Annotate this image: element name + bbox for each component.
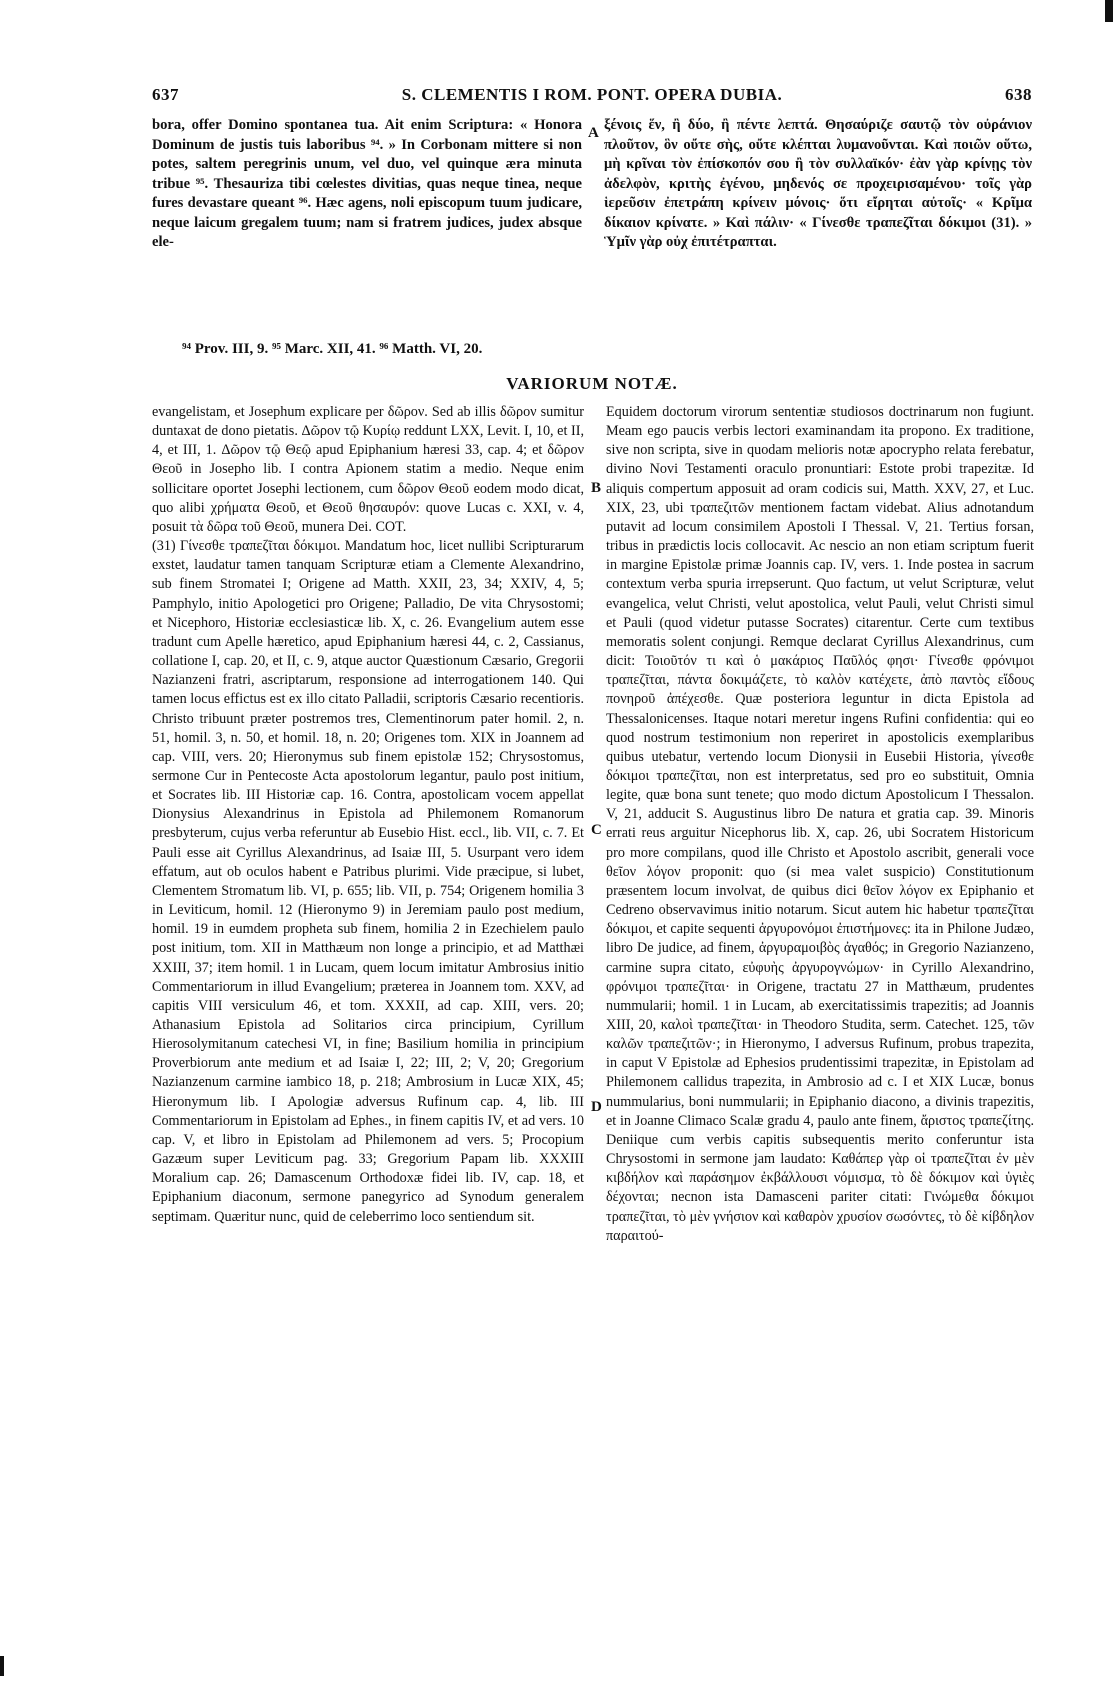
page-number-right: 638	[1005, 85, 1032, 104]
running-title: S. CLEMENTIS I ROM. PONT. OPERA DUBIA.	[401, 85, 783, 104]
scan-edge-mark	[1105, 0, 1113, 22]
scan-edge-mark	[0, 1656, 4, 1676]
notes-column-left	[152, 403, 584, 1605]
scripture-footnotes: ⁹⁴ Prov. III, 9. ⁹⁵ Marc. XII, 41. ⁹⁶ Matth. VI, 20.	[182, 341, 483, 357]
page-header	[152, 85, 1032, 111]
section-title: VARIORUM NOTÆ.	[506, 374, 678, 393]
margin-marker-a: A	[588, 125, 599, 141]
greek-text: ξένοις ἕν, ἢ δύο, ἢ πέντε λεπτά. Θησαύριζε σαυτῷ τὸν οὐράνιον πλοῦτον, ὃν οὔτε σὴς, οὔτε κλέπται λυμανοῦνται. Καὶ ποιῶν οὕτω, μὴ κρῖναι τὸν ἐπίσκοπόν σου ἢ τὸν συλλαϊκόν· ἐὰν γὰρ κρίνῃς τὸν ἀδελφὸν, κριτὴς ἐγένου, μηδενός σε προχειρισαμένου· τοῖς γὰρ ἱερεῦσιν ἐπετράπη κρίνειν μόνοις· ὅτι εἴρηται αὐτοῖς· « Κρῖμα δίκαιον κρίνατε. » Καὶ πάλιν· « Γίνεσθε τραπεζῖται δόκιμοι (31). » Ὑμῖν γὰρ οὐχ ἐπιτέτραπται.	[604, 117, 1032, 250]
margin-marker-d: D	[591, 1099, 602, 1115]
page-number-left: 637	[152, 85, 179, 104]
margin-marker-b: B	[591, 480, 602, 496]
greek-text-column	[604, 116, 1032, 316]
note-paragraph: Equidem doctorum virorum sententiæ studiosos doctrinarum non fugiunt. Meam ego paucis verbis lectori examinandam ita propono. Ex traditione, sive non scripta, sive in quodam melioris notæ apocrypho relata ferebatur, divino Novi Testamenti oraculo pronuntiari: Estote probi trapezitæ. Id aliquis compertum apposuit ad oram codicis sui, Matth. XXV, 27, et Luc. XIX, 23, ubi τραπεζιτῶν mentionem factam videbat. Alius adnotandum putavit ad locum consimilem Apostoli I Thessal. V, 21. Tertius forsan, tribus in prædictis locis collocavit. Ac nescio an non etiam scriptum fuerit in margine Epistolæ primæ Joannis cap. IV, vers. 1. Inde postea in sacrum contextum verba spuria irrepserunt. Quo factum, ut velut Scripturæ, velut evangelica, velut Christi, velut apostolica, velut Pauli, velut Christi simul et Pauli (quod videtur putasse Socrates) citarentur. Certe cum textibus memoratis solent conjungi. Remque declarat Cyrillus Alexandrinus, cum dicit: Τοιοῦτόν τι καὶ ὁ μακάριος Παῦλός φησι· Γίνεσθε φρόνιμοι τραπεζῖται, πάντα δοκιμάζετε, τὸ καλὸν κατέχετε, ἀπὸ παντὸς εἴδους πονηροῦ ἀπέχεσθε. Quæ posteriora leguntur in dicta Epistola ad Thessalonicenses. Itaque notari meretur ingens Rufini confidentia: qui eo quod nostrum testimonium non reperiret in apostolicis exemplaribus quibus utebatur, vertendo locum Dionysii in Eusebii Historia, γίνεσθε δόκιμοι τραπεζῖται, non est interpretatus, sed pro eo substituit, Omnia legite, quæ bona sunt tenete; quo modo dictum Apostolicum I Thessalon. V, 21, adducit S. Augustinus libro De natura et gratia cap. 39. Minoris errati reus arguitur Nicephorus lib. X, cap. 26, ubi Socratem Historicum pro more compilans, quod ille Christo et Apostolo ascribit, generali voce θεῖον λόγον proponit: quo (si mea valet suspicio) Constitutionum præsentem locum involvat, de quibus dici θεῖον λόγον ex Epiphanio et Cedreno observavimus initio notarum. Sicut autem hic habetur τραπεζῖται δόκιμοι, et capite sequenti ἀργυρονόμοι ἐπιστήμονες: ita in Philone Judæo, libro De judice, ad finem, ἀργυραμοιβὸς ἀγαθός; in Gregorio Nazianzeno, carmine supra citato, εὐφυὴς ἀργυρογνώμων· in Cyrillo Alexandrino, φρόνιμοι τραπεζῖται· in Origene, tractatu 27 in Matthæum, prudentes nummularii; homil. 1 in Lucam, ab exercitatissimis trapezitis; ad Joannis XIII, 20, καλοὶ τραπεζῖται· in Theodoro Studita, serm. Catechet. 125, τῶν καλῶν τραπεζιτῶν·; in Hieronymo, I adversus Rufinum, probus trapezita, in caput V Epistolæ ad Ephesios prudentissimi trapezitæ, in Epistolam ad Philemonem callidus trapezita, in Ambrosio ad c. I et XIX Lucæ, bonus nummularius, boni nummularii; in Epiphanio diacono, a divinis trapezitis, et in Joanne Climaco Scalæ gradu 4, paulo ante finem, ἄριστος τραπεζίτης. Deniique cum verbis capitis subsequentis merito conferuntur ista Chrysostomi in sermone jam laudato: Καθάπερ γὰρ οἱ τραπεζῖται ἐν μὲν κιβδήλον καὶ παράσημον ἐκβάλλουσι νόμισμα, τὸ δὲ δόκιμον καὶ ὑγιὲς δέχονται; necnon ista Damasceni pariter citati: Γινώμεθα δόκιμοι τραπεζῖται, τὸ μὲν γνήσιον καὶ καθαρὸν χρυσίον σωσόντες, τὸ δὲ κίβδηλον παραιτού-	[606, 404, 1034, 1244]
latin-text-column	[152, 116, 582, 316]
note-paragraph: (31) Γίνεσθε τραπεζῖται δόκιμοι. Mandatum hoc, licet nullibi Scripturarum exstet, laudatur tamen tanquam Scripturæ etiam a Clemente Alexandrino, sub finem Stromatei I; Origene ad Matth. XXII, 23, 34; XXIV, 4, 5; Pamphylo, initio Apologetici pro Origene; Palladio, De vita Chrysostomi; et Nicephoro, Historiæ ecclesiasticæ lib. X, c. 26. Evangelium autem esse tradunt cum Apelle hæretico, apud Epiphanium hæresi 44, c. 2, Cassianus, collatione I, cap. 20, et II, c. 9, atque auctor Quæstionum Cæsario, Gregorii Nazianzeni fratri, ascriptarum, responsione ad interrogationem 140. Qui tamen locus effictus est ex illo citato Palladii, scriptoris Cæsario recentioris. Christo tribuunt præter postremos tres, Clementinorum pater homil. 2, n. 51, homil. 3, n. 50, et homil. 18, n. 20; Origenes tom. XIX in Joannem ad cap. VIII, vers. 20; Hieronymus sub finem epistolæ 152; Chrysostomus, sermone Cur in Pentecoste Acta apostolorum legantur, paulo post initium, et Socrates lib. III Historiæ cap. 16. Contra, apostolicam vocem appellat Dionysius Alexandrinus in Epistola ad Philemonem Romanorum presbyterum, cujus verba referuntur ab Eusebio Hist. eccl., lib. VII, c. 7. Et Pauli esse ait Cyrillus Alexandrinus, ad Isaiæ III, 5. Usurpant vero idem effatum, aut ob oculos habent e Patribus plurimi. Vide præcipue, si lubet, Clementem Stromatum lib. VI, p. 655; lib. VII, p. 754; Origenem homilia 3 in Leviticum, homil. 12 (Hieronymo 9) in Jeremiam paulo post medium, homil. 19 in eumdem propheta sub finem, homilia 2 in Ezechielem paulo post initium, tom. XII in Matthæum non longe a principio, et ad Matthæi XXIII, 37; item homil. 1 in Lucam, quem locum imitatur Ambrosius initio Commentariorum in illud Evangelium; præterea in Joannem tom. XXV, ad capitis VIII versiculum 46, et tom. XXXII, ad cap. XIII, vers. 20; Athanasium Epistola ad Solitarios circa principium, Cyrillum Hierosolymitanum catechesi VI, in fine; Basilium homilia in principium Proverbiorum ante medium et ad Isaiæ I, 22; III, 2; V, 20; Gregorium Nazianzenum carmine iambico 18, p. 218; Ambrosium in Lucæ XIX, 45; Hieronymum lib. I Apologiæ adversus Rufinum cap. 4, lib. III Commentariorum in Epistolam ad Ephes., in finem capitis IV, et ad vers. 10 cap. V, et libro in Epistolam ad Philemonem ad vers. 5; Procopium Gazæum super Leviticum pag. 33; Gregorium Papam lib. XXXIII Moralium cap. 26; Damascenum Orthodoxæ fidei lib. IV, cap. 18, et Epiphanium diaconum, sermone panegyrico ad Synodum generalem septimam. Quæritur nunc, quid de celeberrimo loco sentiendum sit.	[152, 538, 584, 1225]
latin-text: bora, offer Domino spontanea tua. Ait enim Scriptura: « Honora Dominum de justis tuis laboribus ⁹⁴. » In Corbonam mittere si non potes, saltem peregrinis unum, vel duo, vel quinque æra minuta tribue ⁹⁵. Thesauriza tibi cœlestes divitias, quas neque tinea, neque fures devastare queant ⁹⁶. Hæc agens, noli episcopum tuum judicare, neque laicum gregalem tuum; nam si fratrem judices, judex absque ele-	[152, 117, 582, 250]
margin-marker-c: C	[591, 822, 602, 838]
notes-column-right	[606, 403, 1034, 1605]
note-paragraph: evangelistam, et Josephum explicare per δῶρον. Sed ab illis δῶρον sumitur duntaxat de dono pietatis. Δῶρον τῷ Κυρίῳ reddunt LXX, Levit. I, 10, et II, 4, et III, 1. Δῶρον τῷ Θεῷ apud Epiphanium hæresi 33, cap. 4; et δῶρον Θεοῦ in Josepho lib. I contra Apionem statim a medio. Neque enim sollicitare oportet Josephi lectionem, cum δῶρον Θεοῦ eodem modo dicat, quo alibi χρήματα Θεοῦ, et Θεοῦ θησαυρόν: quove Lucas c. XXI, v. 4, posuit τὰ δῶρα τοῦ Θεοῦ, munera Dei. COT.	[152, 404, 584, 535]
